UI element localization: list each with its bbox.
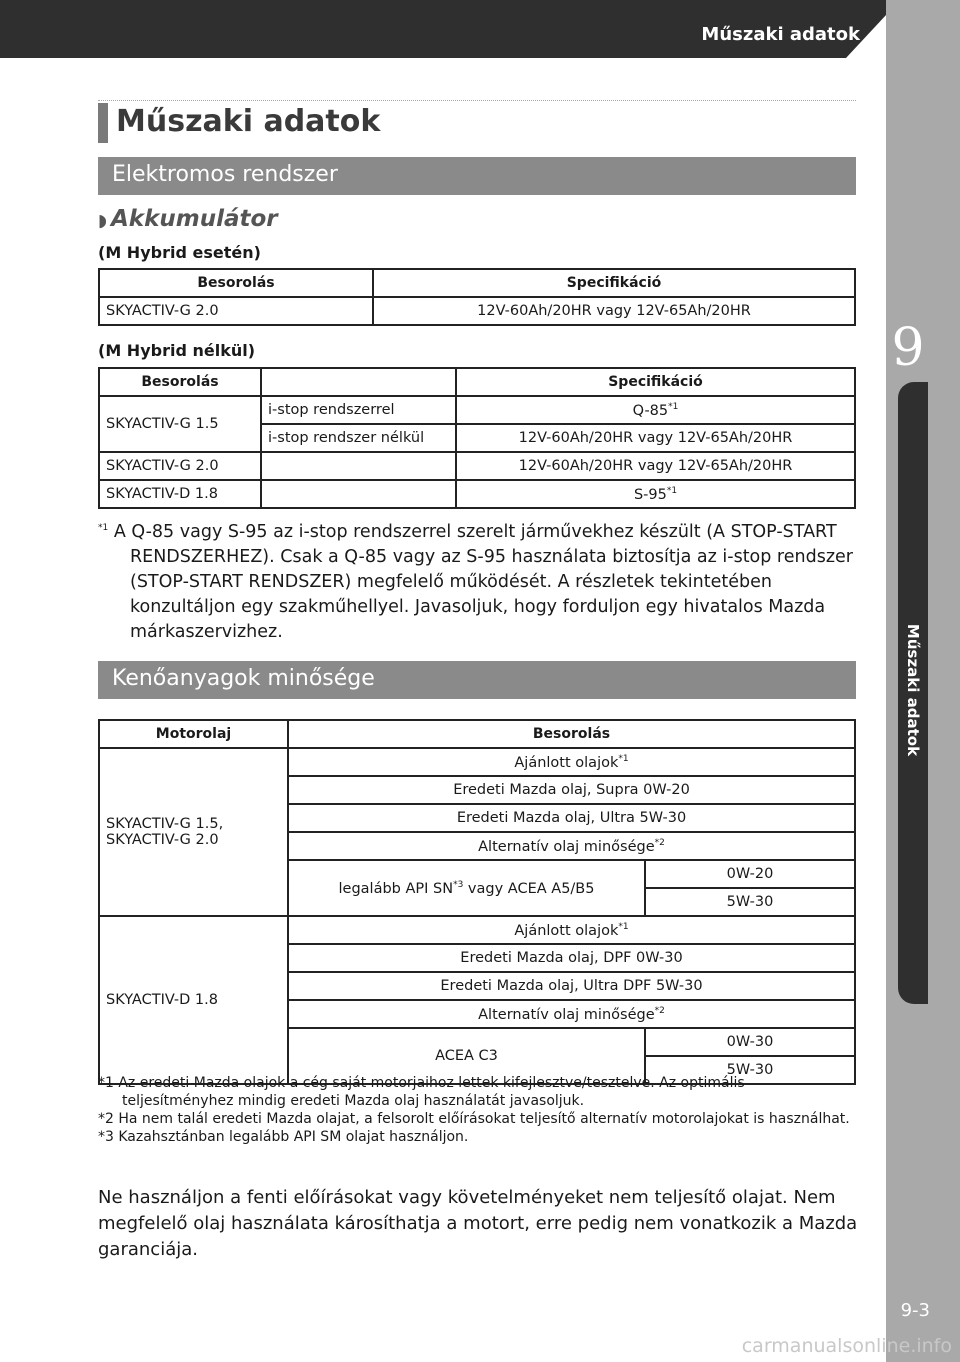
table-cell — [288, 748, 855, 776]
table-cell: SKYACTIV-D 1.8 — [99, 480, 261, 508]
table-cell: 5W-30 — [645, 1056, 855, 1084]
battery-table-hybrid — [98, 268, 856, 326]
table-cell: SKYACTIV-D 1.8 — [99, 916, 288, 1084]
table-cell — [456, 480, 855, 508]
footnote-mark: *1 — [98, 523, 109, 533]
footnote-ref: *1 — [666, 485, 678, 496]
table-row — [99, 396, 855, 424]
section-heading-electrical: Elektromos rendszer — [98, 157, 856, 195]
table-cell — [288, 860, 645, 916]
footnote-item: *3 Kazahsztánban legalább API SM olajat használjon. — [98, 1129, 469, 1145]
table-row — [99, 452, 855, 480]
cell-text: vagy ACEA A5/B5 — [463, 880, 595, 897]
chapter-tab-label: Műszaki adatok — [904, 623, 922, 757]
oil-footnotes — [98, 1074, 858, 1146]
table-cell: 12V-60Ah/20HR vagy 12V-65Ah/20HR — [373, 297, 855, 325]
cell-text: Q-85 — [632, 402, 669, 419]
cell-text: legalább API SN — [338, 880, 454, 897]
cell-text: S-95 — [633, 486, 667, 503]
table-row — [99, 916, 855, 944]
footnote-text: A Q-85 vagy S-95 az i-stop rendszerrel szerelt járművekhez készült (A STOP-START RENDSZERHEZ). Csak a Q-85 vagy az S-95 használata biztosítja az i-stop rendszer (STOP-START RENDSZER) megfelelő működését. A részletek tekintetében konzultáljon egy szakműhellyel. Javasoljuk, hogy forduljon egy hivatalos Mazda márkaszervizhez. — [113, 521, 853, 642]
cell-text: Alternatív olaj minősége — [478, 838, 655, 855]
watermark: carmanualsonline.info — [741, 1335, 952, 1357]
table-cell: 12V-60Ah/20HR vagy 12V-65Ah/20HR — [456, 424, 855, 452]
header-cell: Specifikáció — [456, 368, 855, 396]
header-cell: Besorolás — [288, 720, 855, 748]
table-header-row — [99, 368, 855, 396]
footnote-ref: *3 — [453, 879, 464, 890]
footnote-ref: *1 — [668, 401, 679, 412]
header-cell: Motorolaj — [99, 720, 288, 748]
table-header-row — [99, 720, 855, 748]
page-number: 9-3 — [900, 1300, 930, 1321]
table-cell: 0W-30 — [645, 1028, 855, 1056]
table-row — [99, 297, 855, 325]
table-row — [99, 748, 855, 776]
table-cell: 5W-30 — [645, 888, 855, 916]
table-cell-empty — [261, 480, 456, 508]
battery-table-non-hybrid — [98, 367, 856, 509]
table-cell: i-stop rendszerrel — [261, 396, 456, 424]
table-cell — [288, 916, 855, 944]
header-cell: Besorolás — [99, 269, 373, 297]
bullet-icon: ◗ — [98, 211, 107, 231]
table-cell: Eredeti Mazda olaj, DPF 0W-30 — [288, 944, 855, 972]
table-cell — [288, 1000, 855, 1028]
table-cell: i-stop rendszer nélkül — [261, 424, 456, 452]
footnote-ref: *1 — [618, 921, 629, 932]
section-heading-lubricants: Kenőanyagok minősége — [98, 661, 856, 699]
subheading-text: Akkumulátor — [110, 206, 278, 232]
oil-warning: Ne használjon a fenti előírásokat vagy követelményeket nem teljesítő olajat. Nem megfelelő olaj használata károsíthatja a motort, erre pedig nem vonatkozik a Mazda garanciája. — [98, 1187, 858, 1260]
table-cell: SKYACTIV-G 1.5 — [99, 396, 261, 452]
chapter-number: 9 — [891, 318, 925, 378]
table-cell: 12V-60Ah/20HR vagy 12V-65Ah/20HR — [456, 452, 855, 480]
table-cell: 0W-20 — [645, 860, 855, 888]
subheading-battery — [98, 206, 278, 232]
table-cell: Eredeti Mazda olaj, Ultra DPF 5W-30 — [288, 972, 855, 1000]
oil-table — [98, 719, 856, 1085]
table-cell: SKYACTIV-G 2.0 — [99, 452, 261, 480]
group-label-non-hybrid: (M Hybrid nélkül) — [98, 341, 256, 360]
table-cell: Eredeti Mazda olaj, Supra 0W-20 — [288, 776, 855, 804]
cell-text: Ajánlott olajok — [514, 922, 619, 939]
table-header-row — [99, 269, 855, 297]
group-label-hybrid: (M Hybrid esetén) — [98, 243, 261, 262]
header-title: Műszaki adatok — [701, 24, 860, 45]
table-cell: SKYACTIV-G 2.0 — [99, 297, 373, 325]
footnote-ref: *1 — [618, 753, 629, 764]
footnote-ref: *2 — [654, 1005, 665, 1016]
table-row — [99, 480, 855, 508]
table-cell: SKYACTIV-G 1.5, SKYACTIV-G 2.0 — [99, 748, 288, 916]
cell-text: Ajánlott olajok — [514, 754, 619, 771]
table-cell — [288, 832, 855, 860]
cell-text: Alternatív olaj minősége — [478, 1006, 655, 1023]
header-cell: Specifikáció — [373, 269, 855, 297]
footnote-item: *1 Az eredeti Mazda olajok a cég saját motorjaihoz lettek kifejlesztve/tesztelve. Az optimális teljesítményhez mindig eredeti Mazda olaj használatát javasoljuk. — [98, 1075, 745, 1109]
page-title: Műszaki adatok — [116, 104, 381, 139]
battery-footnote — [98, 516, 858, 645]
footnote-item: *2 Ha nem talál eredeti Mazda olajat, a felsorolt előírásokat teljesítő alternatív motorolajokat is használhat. — [98, 1111, 850, 1127]
header-cell-empty — [261, 368, 456, 396]
table-cell: ACEA C3 — [288, 1028, 645, 1084]
footnote-ref: *2 — [654, 837, 665, 848]
title-accent — [98, 103, 108, 143]
header-cell: Besorolás — [99, 368, 261, 396]
title-divider — [98, 100, 856, 101]
table-cell — [456, 396, 855, 424]
table-cell-empty — [261, 452, 456, 480]
table-cell: Eredeti Mazda olaj, Ultra 5W-30 — [288, 804, 855, 832]
